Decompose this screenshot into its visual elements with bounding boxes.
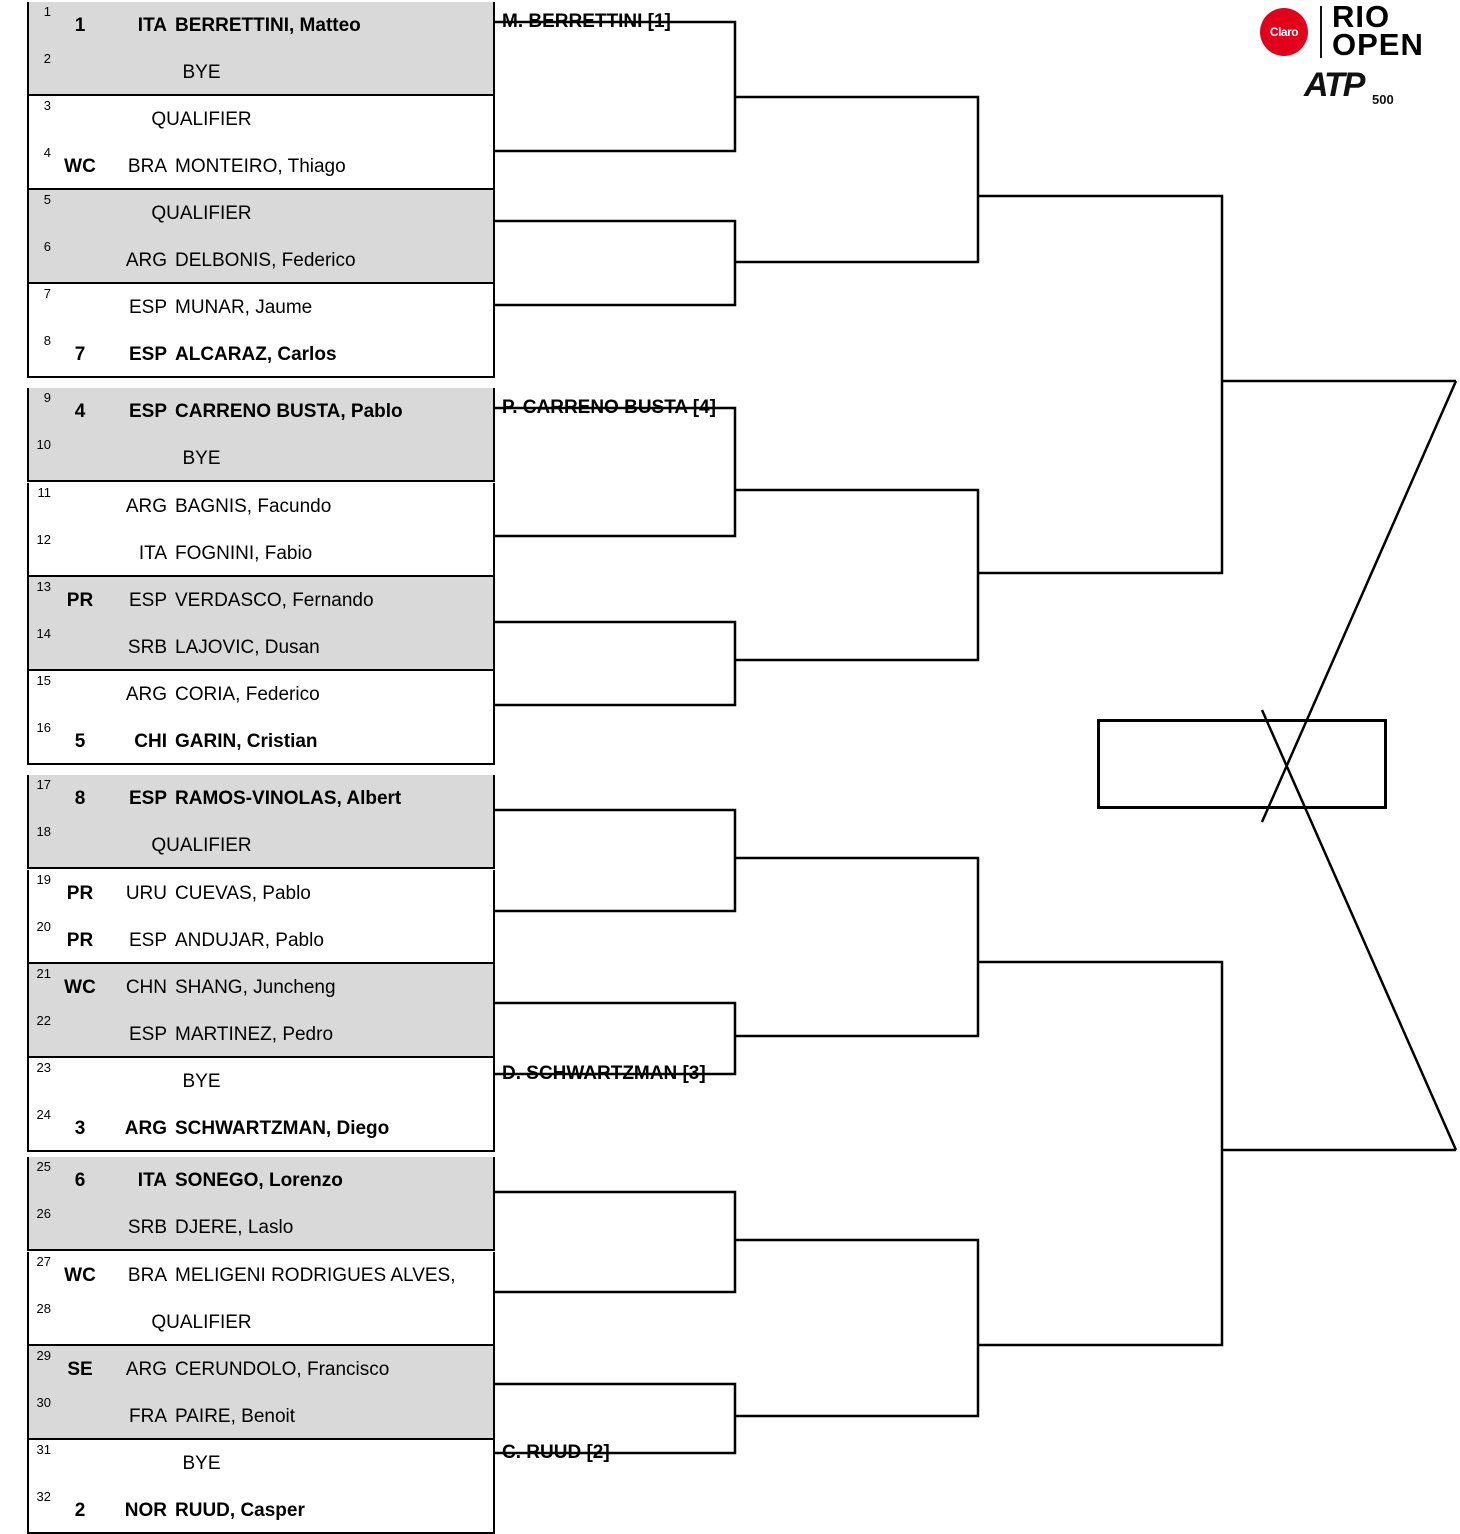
draw-entry-name: SONEGO, Lorenzo	[175, 1169, 343, 1191]
draw-entry-number: 11	[37, 485, 51, 500]
draw-entry-row[interactable]	[29, 1299, 493, 1346]
draw-entry-row[interactable]	[29, 435, 493, 482]
draw-entry-name: PAIRE, Benoit	[175, 1405, 296, 1427]
draw-entry-country: ITA	[137, 1169, 167, 1191]
draw-entry-row[interactable]	[29, 1157, 493, 1204]
draw-entry-row[interactable]	[29, 870, 493, 917]
draw-entry-name: ALCARAZ, Carlos	[175, 343, 337, 365]
draw-entry-country: ESP	[128, 343, 167, 365]
draw-entry-row[interactable]	[29, 577, 493, 624]
draw-entry-country: BRA	[127, 155, 167, 177]
claro-label: Claro	[1269, 25, 1299, 39]
draw-entry-name: QUALIFIER	[151, 108, 252, 130]
draw-entry-number: 19	[36, 872, 51, 887]
atp-tier-label: 500	[1372, 92, 1394, 107]
draw-entry-country: ARG	[124, 1117, 167, 1139]
draw-pair-block	[27, 1346, 495, 1440]
draw-pair-separator	[29, 867, 493, 869]
draw-entry-name: QUALIFIER	[151, 202, 252, 224]
draw-pair-block	[27, 1058, 495, 1152]
draw-pair-block	[27, 190, 495, 284]
draw-entry-seed-or-status: PR	[66, 882, 94, 904]
draw-entry-number: 2	[43, 51, 51, 66]
draw-entry-country: FRA	[129, 1405, 167, 1427]
draw-entry-row[interactable]	[29, 483, 493, 530]
draw-pair-block	[27, 284, 495, 378]
draw-entry-row[interactable]	[29, 96, 493, 143]
draw-entry-number: 26	[36, 1206, 51, 1221]
draw-entry-seed-or-status: 4	[74, 400, 86, 422]
draw-entry-number: 28	[36, 1301, 51, 1316]
draw-entry-row[interactable]	[29, 284, 493, 331]
draw-entry-number: 18	[36, 824, 51, 839]
draw-entry-country: ESP	[128, 400, 167, 422]
draw-entry-number: 15	[36, 673, 51, 688]
draw-entry-number: 14	[36, 626, 51, 641]
draw-entry-country: CHN	[125, 976, 167, 998]
draw-entry-number: 32	[36, 1489, 51, 1504]
draw-entry-seed-or-status: 3	[74, 1117, 86, 1139]
draw-pair-block	[27, 870, 495, 964]
draw-entry-country: ESP	[128, 589, 167, 611]
open-wordmark: OPEN	[1332, 27, 1424, 62]
draw-entry-country: URU	[125, 882, 167, 904]
draw-entry-name: QUALIFIER	[151, 1311, 252, 1333]
draw-entry-row[interactable]	[29, 49, 493, 96]
draw-entry-row[interactable]	[29, 1011, 493, 1058]
draw-entry-name: ANDUJAR, Pablo	[175, 929, 324, 951]
draw-entry-name: BYE	[182, 1452, 221, 1474]
draw-entry-row[interactable]	[29, 1204, 493, 1251]
draw-entry-country: ESP	[128, 929, 167, 951]
draw-entry-name: CUEVAS, Pablo	[175, 882, 311, 904]
draw-entry-number: 10	[36, 437, 51, 452]
draw-entry-number: 8	[43, 333, 51, 348]
draw-entry-number: 31	[36, 1442, 51, 1457]
logo-divider	[1320, 6, 1322, 58]
advanced-player-4: P. CARRENO BUSTA [4]	[502, 397, 716, 418]
draw-entry-number: 6	[43, 239, 51, 254]
draw-pair-block	[27, 671, 495, 765]
draw-entry-name: BYE	[182, 1070, 221, 1092]
draw-entry-row[interactable]	[29, 718, 493, 765]
claro-logo-icon	[1260, 8, 1308, 56]
draw-entry-name: MUNAR, Jaume	[175, 296, 313, 318]
draw-entry-name: SCHWARTZMAN, Diego	[175, 1117, 390, 1139]
draw-entry-number: 23	[36, 1060, 51, 1075]
draw-entry-seed-or-status: PR	[66, 929, 94, 951]
draw-entry-country: BRA	[127, 1264, 167, 1286]
draw-entry-row[interactable]	[29, 1440, 493, 1487]
draw-entry-seed-or-status: WC	[64, 976, 96, 998]
draw-pair-block	[27, 483, 495, 577]
draw-pair-separator	[29, 1249, 493, 1251]
draw-pair-block	[27, 1252, 495, 1346]
draw-pair-separator	[29, 763, 493, 765]
draw-entry-name: MELIGENI RODRIGUES ALVES,	[175, 1264, 456, 1286]
champion-box	[1097, 719, 1387, 809]
draw-entry-name: FOGNINI, Fabio	[175, 542, 313, 564]
draw-entry-number: 5	[43, 192, 51, 207]
draw-entry-name: VERDASCO, Fernando	[175, 589, 374, 611]
draw-entry-name: CORIA, Federico	[175, 683, 320, 705]
draw-entry-number: 13	[36, 579, 51, 594]
draw-entry-number: 20	[36, 919, 51, 934]
draw-entry-row[interactable]	[29, 1487, 493, 1534]
draw-entry-row[interactable]	[29, 190, 493, 237]
draw-entry-country: ITA	[137, 14, 167, 36]
draw-entry-name: GARIN, Cristian	[175, 730, 318, 752]
draw-entry-row[interactable]	[29, 1346, 493, 1393]
draw-entry-number: 16	[36, 720, 51, 735]
draw-entry-number: 25	[36, 1159, 51, 1174]
draw-entry-row[interactable]	[29, 143, 493, 190]
draw-entry-seed-or-status: WC	[64, 155, 96, 177]
draw-entry-row[interactable]	[29, 917, 493, 964]
draw-entry-row[interactable]	[29, 331, 493, 378]
draw-entry-name: MONTEIRO, Thiago	[175, 155, 346, 177]
draw-entry-row[interactable]	[29, 822, 493, 869]
draw-entry-seed-or-status: 5	[74, 730, 86, 752]
rio-wordmark: RIO	[1332, 0, 1391, 34]
draw-pair-block	[27, 1440, 495, 1534]
draw-pair-block	[27, 964, 495, 1058]
draw-entry-seed-or-status: 6	[74, 1169, 86, 1191]
draw-entry-name: DELBONIS, Federico	[175, 249, 356, 271]
draw-entry-number: 21	[36, 966, 51, 981]
draw-entry-row[interactable]	[29, 2, 493, 49]
draw-entry-seed-or-status: SE	[67, 1358, 93, 1380]
draw-entry-country: ESP	[128, 296, 167, 318]
draw-entry-country: ARG	[125, 683, 167, 705]
draw-entry-row[interactable]	[29, 1105, 493, 1152]
advanced-player-1: M. BERRETTINI [1]	[502, 11, 671, 32]
draw-entry-number: 7	[43, 286, 51, 301]
draw-entry-name: CARRENO BUSTA, Pablo	[175, 400, 403, 422]
draw-entry-seed-or-status: PR	[66, 589, 94, 611]
atp-logo: ATP	[1304, 66, 1364, 104]
draw-entry-row[interactable]	[29, 1058, 493, 1105]
draw-entry-name: BYE	[182, 447, 221, 469]
draw-entry-number: 12	[36, 532, 51, 547]
draw-pair-block	[27, 2, 495, 96]
draw-entry-row[interactable]	[29, 964, 493, 1011]
draw-pair-block	[27, 577, 495, 671]
draw-entry-seed-or-status: 1	[74, 14, 86, 36]
draw-entry-row[interactable]	[29, 671, 493, 718]
draw-entry-number: 30	[36, 1395, 51, 1410]
draw-entry-row[interactable]	[29, 775, 493, 822]
draw-entry-number: 24	[36, 1107, 51, 1122]
draw-pair-block	[27, 96, 495, 190]
draw-entry-country: CHI	[134, 730, 167, 752]
draw-pair-block	[27, 1157, 495, 1251]
draw-entry-country: ARG	[125, 1358, 167, 1380]
draw-pair-block	[27, 388, 495, 482]
draw-entry-row[interactable]	[29, 530, 493, 577]
draw-entry-row[interactable]	[29, 388, 493, 435]
draw-entry-number: 22	[36, 1013, 51, 1028]
draw-entry-row[interactable]	[29, 237, 493, 284]
draw-entry-number: 17	[36, 777, 51, 792]
draw-entry-country: ARG	[125, 249, 167, 271]
draw-pair-separator	[29, 376, 493, 378]
draw-entry-row[interactable]	[29, 1393, 493, 1440]
advanced-player-3: D. SCHWARTZMAN [3]	[502, 1063, 706, 1084]
draw-entry-name: SHANG, Juncheng	[175, 976, 336, 998]
draw-entry-seed-or-status: 8	[74, 787, 86, 809]
draw-entry-name: DJERE, Laslo	[175, 1216, 294, 1238]
draw-entry-country: NOR	[124, 1499, 167, 1521]
draw-entry-name: CERUNDOLO, Francisco	[175, 1358, 390, 1380]
draw-entry-country: ARG	[125, 495, 167, 517]
draw-entry-seed-or-status: 2	[74, 1499, 86, 1521]
draw-entry-country: ESP	[128, 787, 167, 809]
draw-entry-number: 9	[43, 390, 51, 405]
draw-entry-name: BERRETTINI, Matteo	[175, 14, 361, 36]
draw-entry-name: RUUD, Casper	[175, 1499, 305, 1521]
draw-entry-name: MARTINEZ, Pedro	[175, 1023, 334, 1045]
draw-entry-country: ESP	[128, 1023, 167, 1045]
draw-entry-country: SRB	[127, 1216, 167, 1238]
draw-pair-separator	[29, 1150, 493, 1152]
draw-entry-seed-or-status: 7	[74, 343, 86, 365]
draw-entry-name: RAMOS-VINOLAS, Albert	[175, 787, 402, 809]
draw-entry-number: 3	[43, 98, 51, 113]
draw-entry-country: ITA	[138, 542, 167, 564]
draw-entry-number: 29	[36, 1348, 51, 1363]
draw-entry-seed-or-status: WC	[64, 1264, 96, 1286]
draw-entry-row[interactable]	[29, 624, 493, 671]
draw-entry-name: BAGNIS, Facundo	[175, 495, 332, 517]
draw-entry-name: QUALIFIER	[151, 834, 252, 856]
draw-entry-number: 27	[36, 1254, 51, 1269]
draw-pair-separator	[29, 480, 493, 482]
draw-entry-country: SRB	[127, 636, 167, 658]
advanced-player-2: C. RUUD [2]	[502, 1442, 610, 1463]
draw-entry-number: 4	[43, 145, 51, 160]
draw-entry-name: LAJOVIC, Dusan	[175, 636, 320, 658]
draw-entry-name: BYE	[182, 61, 221, 83]
draw-entry-row[interactable]	[29, 1252, 493, 1299]
draw-pair-block	[27, 775, 495, 869]
draw-entry-number: 1	[43, 4, 51, 19]
tournament-logo	[1212, 0, 1460, 150]
